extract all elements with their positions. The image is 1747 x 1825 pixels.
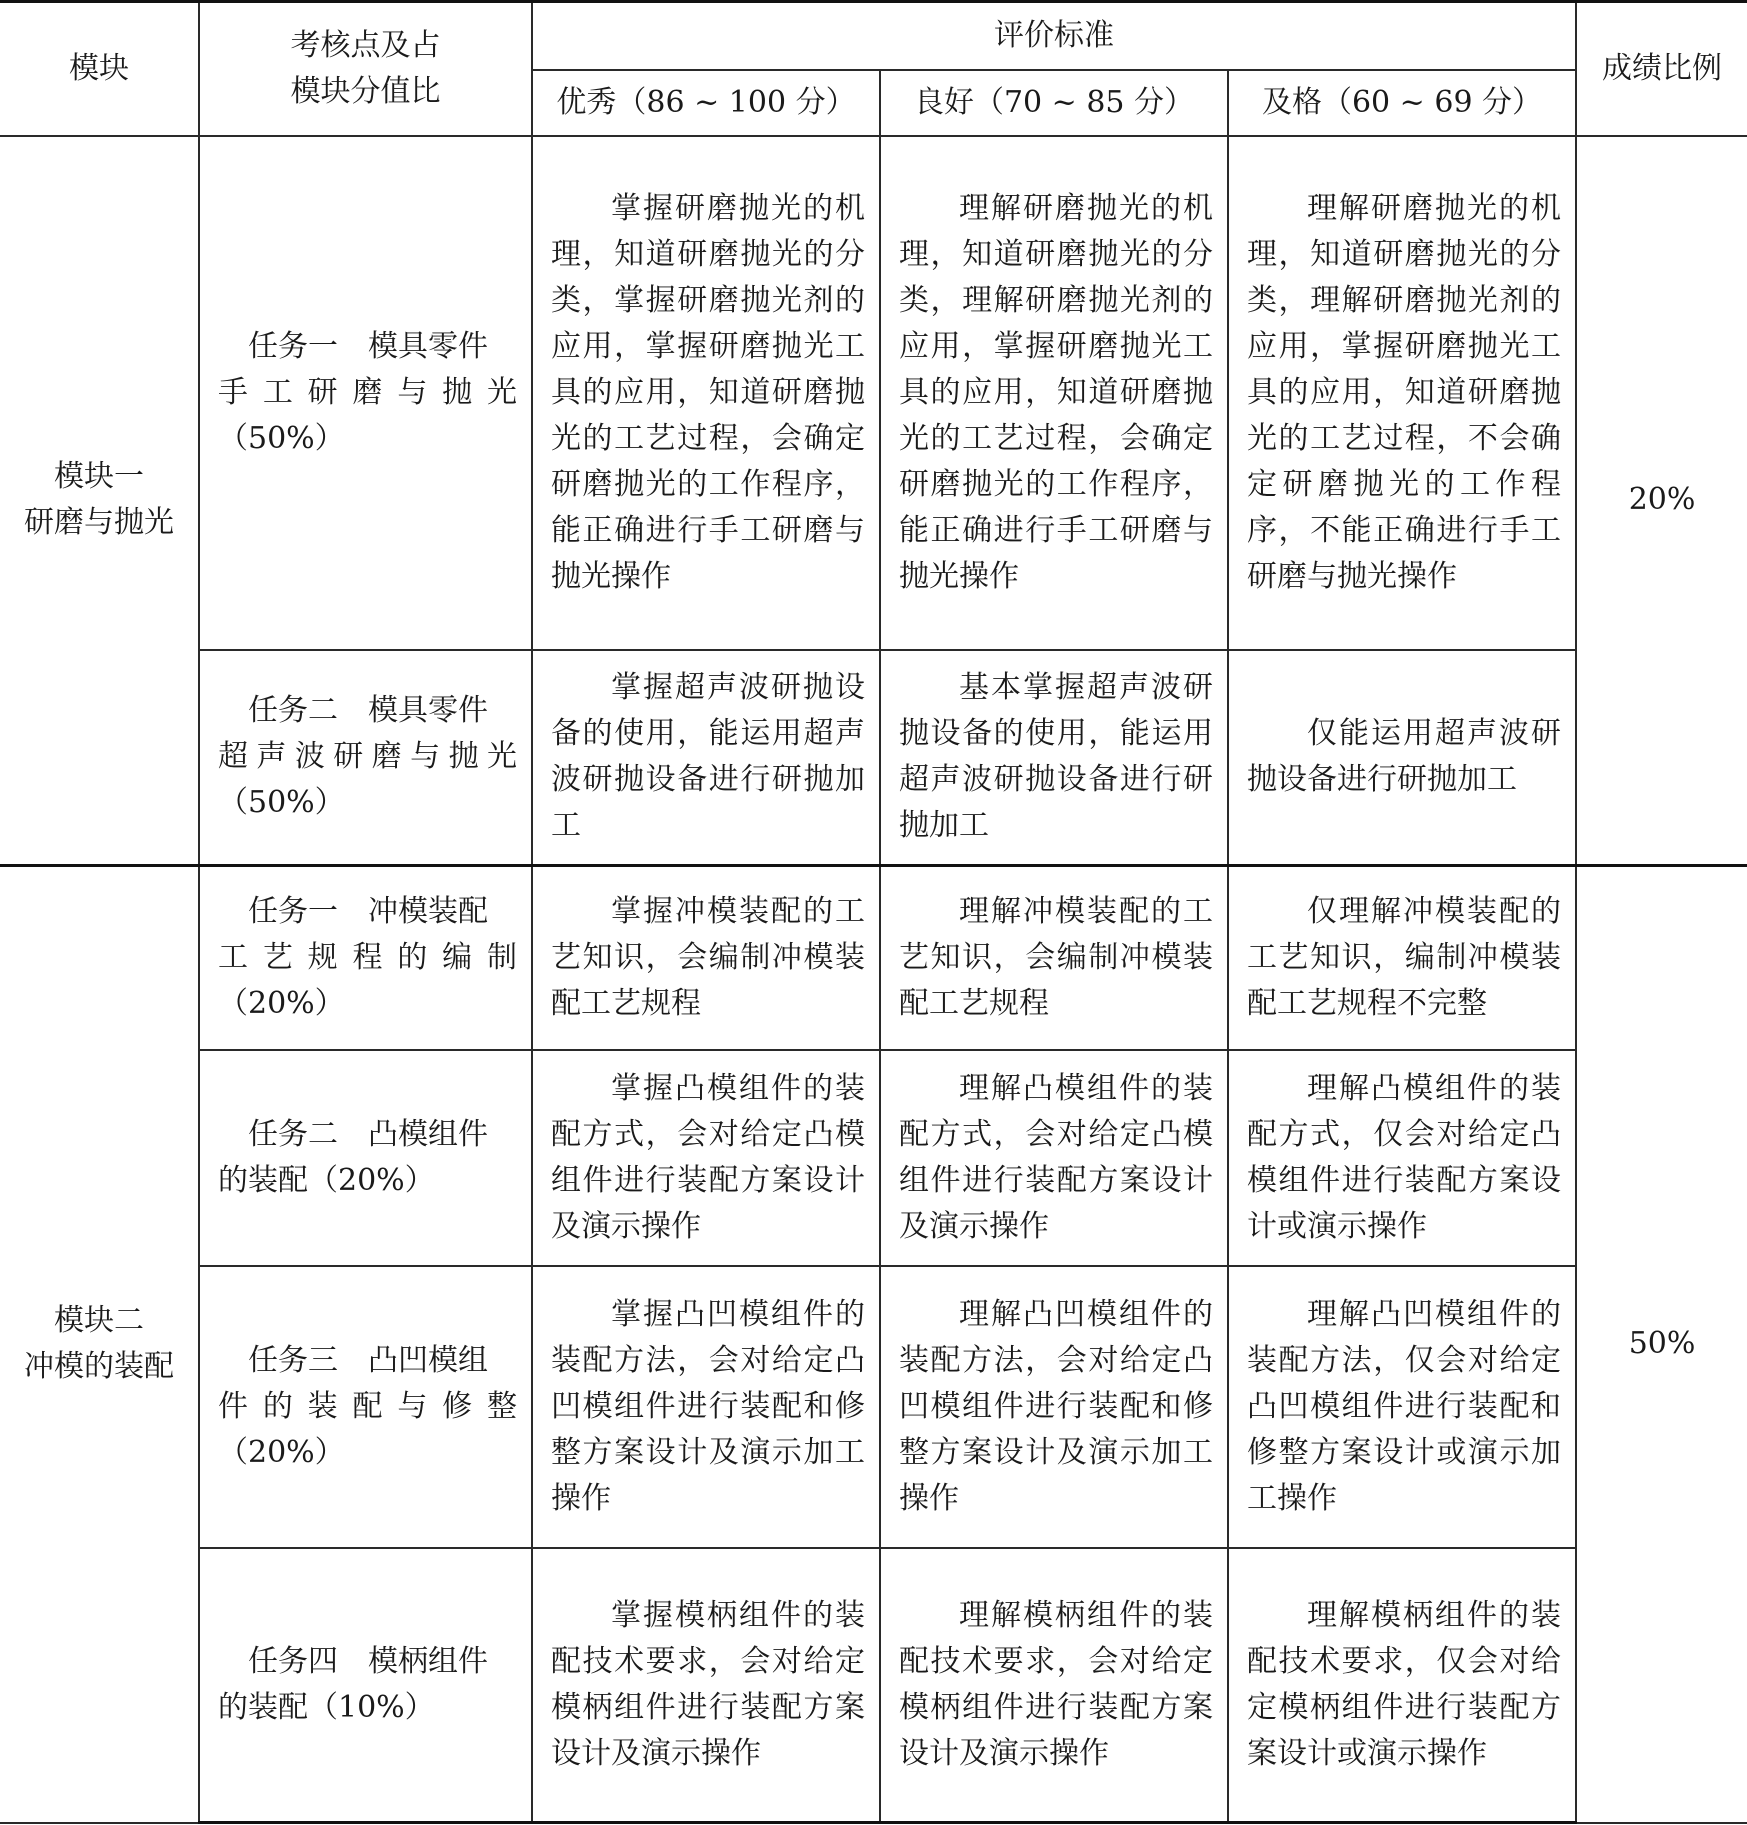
table-row [0, 650, 1747, 866]
criteria-pass: 仅理解冲模装配的工艺知识，编制冲模装配工艺规程不完整 [1228, 866, 1576, 1050]
criteria-pass: 理解凸模组件的装配方式，仅会对给定凸模组件进行装配方案设计或演示操作 [1228, 1050, 1576, 1266]
table-row [0, 1266, 1747, 1548]
task-title-line: 超声波研磨与抛光 [218, 739, 517, 775]
criteria-excellent: 掌握研磨抛光的机理，知道研磨抛光的分类，掌握研磨抛光剂的应用，掌握研磨抛光工具的应用，知道研磨抛光的工艺过程，会确定研磨抛光的工作程序，能正确进行手工研磨与抛光操作 [532, 136, 880, 650]
criteria-excellent: 掌握冲模装配的工艺知识，会编制冲模装配工艺规程 [532, 866, 880, 1050]
header-criteria: 评价标准 [532, 2, 1576, 70]
task-title-line: 任务四 模柄组件 [248, 1643, 488, 1679]
header-pass: 及格（60 ~ 69 分） [1228, 70, 1576, 136]
header-ratio: 成绩比例 [1576, 2, 1747, 136]
task-title-line: 任务二 模具零件 [248, 693, 488, 729]
table-row [0, 866, 1747, 1050]
task-title [199, 136, 532, 650]
criteria-pass: 理解凸凹模组件的装配方法，仅会对给定凸凹模组件进行装配和修整方案设计或演示加工操作 [1228, 1266, 1576, 1548]
criteria-good: 理解模柄组件的装配技术要求，会对给定模柄组件进行装配方案设计及演示操作 [880, 1548, 1228, 1823]
header-good: 良好（70 ~ 85 分） [880, 70, 1228, 136]
task-title [199, 1050, 532, 1266]
criteria-good: 理解凸凹模组件的装配方法，会对给定凸凹模组件进行装配和修整方案设计及演示加工操作 [880, 1266, 1228, 1548]
task-title-line: 任务三 凸凹模组 [248, 1342, 488, 1378]
task-title [199, 1266, 532, 1548]
criteria-excellent: 掌握模柄组件的装配技术要求，会对给定模柄组件进行装配方案设计及演示操作 [532, 1548, 880, 1823]
module-name-line: 模块二 [54, 1303, 144, 1339]
criteria-pass: 仅能运用超声波研抛设备进行研抛加工 [1228, 650, 1576, 866]
criteria-good: 基本掌握超声波研抛设备的使用，能运用超声波研抛设备进行研抛加工 [880, 650, 1228, 866]
header-excellent: 优秀（86 ~ 100 分） [532, 70, 880, 136]
criteria-good: 理解冲模装配的工艺知识，会编制冲模装配工艺规程 [880, 866, 1228, 1050]
table-row [0, 1548, 1747, 1823]
task-title-line: 手工研磨与抛光 [218, 374, 517, 410]
task-title [199, 866, 532, 1050]
header-assessment [199, 2, 532, 136]
task-title-line: （20%） [218, 985, 345, 1021]
task-title-line: （50%） [218, 785, 345, 821]
task-title-line: （50%） [218, 420, 345, 456]
module-name-line: 研磨与抛光 [24, 505, 174, 541]
criteria-pass: 理解模柄组件的装配技术要求，仅会对给定模柄组件进行装配方案设计或演示操作 [1228, 1548, 1576, 1823]
table-row [0, 1050, 1747, 1266]
module-name [0, 866, 199, 1823]
task-title-line: （20%） [218, 1434, 345, 1470]
criteria-excellent: 掌握超声波研抛设备的使用，能运用超声波研抛设备进行研抛加工 [532, 650, 880, 866]
criteria-good: 理解研磨抛光的机理，知道研磨抛光的分类，理解研磨抛光剂的应用，掌握研磨抛光工具的应用，知道研磨抛光的工艺过程，会确定研磨抛光的工作程序，能正确进行手工研磨与抛光操作 [880, 136, 1228, 650]
task-title-line: 的装配（10%） [218, 1689, 435, 1725]
task-title-line: 任务一 冲模装配 [248, 893, 488, 929]
header-row-1 [0, 2, 1747, 70]
module-name-line: 冲模的装配 [24, 1349, 174, 1385]
task-title-line: 任务二 凸模组件 [248, 1116, 488, 1152]
task-title-line: 的装配（20%） [218, 1162, 435, 1198]
module-name-line: 模块一 [54, 459, 144, 495]
task-title [199, 1548, 532, 1823]
criteria-pass: 理解研磨抛光的机理，知道研磨抛光的分类，理解研磨抛光剂的应用，掌握研磨抛光工具的应用，知道研磨抛光的工艺过程，不会确定研磨抛光的工作程序，不能正确进行手工研磨与抛光操作 [1228, 136, 1576, 650]
criteria-good: 理解凸模组件的装配方式，会对给定凸模组件进行装配方案设计及演示操作 [880, 1050, 1228, 1266]
task-title [199, 650, 532, 866]
module-name [0, 136, 199, 866]
module-ratio: 20% [1576, 136, 1747, 866]
header-assessment-line: 模块分值比 [290, 73, 441, 109]
task-title-line: 任务一 模具零件 [248, 328, 488, 364]
task-title-line: 工艺规程的编制 [218, 939, 517, 975]
header-assessment-line: 考核点及占 [290, 27, 441, 63]
header-module: 模块 [0, 2, 199, 136]
task-title-line: 件的装配与修整 [218, 1388, 517, 1424]
table-row [0, 136, 1747, 650]
module-ratio: 50% [1576, 866, 1747, 1823]
criteria-excellent: 掌握凸模组件的装配方式，会对给定凸模组件进行装配方案设计及演示操作 [532, 1050, 880, 1266]
criteria-excellent: 掌握凸凹模组件的装配方法，会对给定凸凹模组件进行装配和修整方案设计及演示加工操作 [532, 1266, 880, 1548]
